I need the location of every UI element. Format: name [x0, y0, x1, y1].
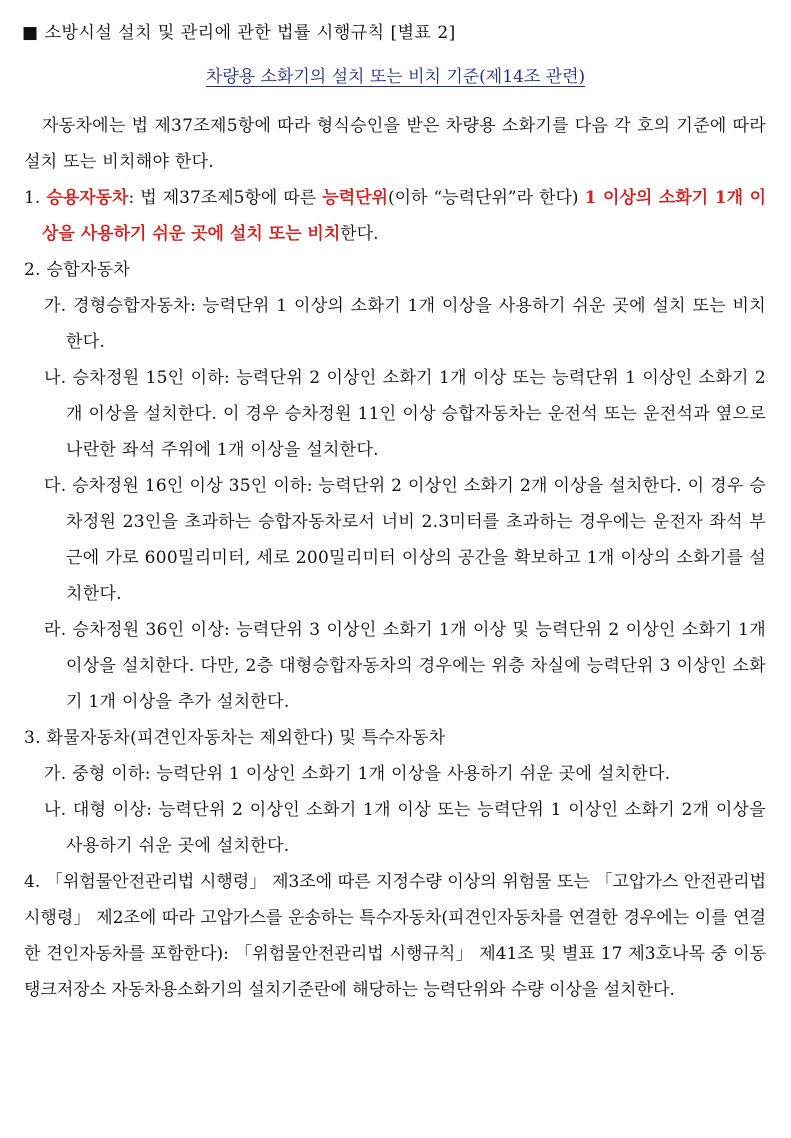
item-2-heading: 2. 승합자동차 — [24, 260, 131, 280]
item-2-na: 나. 승차정원 15인 이하: 능력단위 2 이상인 소화기 1개 이상 또는 능력단위 1 이상인 소화기 2개 이상을 설치한다. 이 경우 승차정원 11인 이상 승합자동차는 운전석 또는 운전석과 옆으로 나란한 좌석 주위에 1개 이상을 설치한다. — [44, 368, 766, 460]
intro-paragraph: 자동차에는 법 제37조제5항에 따라 형식승인을 받은 차량용 소화기를 다음 각 호의 기준에 따라 설치 또는 비치해야 한다. — [24, 116, 766, 172]
item-1-emphasis: 1 이상의 소화기 1개 이상을 사용하기 쉬운 곳에 설치 또는 비치 — [42, 188, 766, 244]
subtitle-text: 차량용 소화기의 설치 또는 비치 기준(제14조 관련) — [205, 67, 586, 87]
document-header — [22, 18, 456, 43]
document-subtitle — [0, 62, 791, 87]
item-2-da: 다. 승차정원 16인 이상 35인 이하: 능력단위 2 이상인 소화기 2개 이상을 설치한다. 이 경우 승차정원 23인을 초과하는 승합자동차로서 너비 2.3미터를 초과하는 경우에는 운전자 좌석 부근에 가로 600밀리미터, 세로 200밀리미터 이상의 공간을 확보하고 1개 이상의 소화기를 설치한다. — [44, 476, 766, 604]
item-4: 4. 「위험물안전관리법 시행령」 제3조에 따른 지정수량 이상의 위험물 또는 「고압가스 안전관리법 시행령」 제2조에 따라 고압가스를 운송하는 특수자동차(피견인자동차를 연결한 경우에는 이를 연결한 견인자동차를 포함한다): 「위험물안전관리법 시행규칙」 제41조 및 별표 17 제3호나목 중 이동탱크저장소 자동차용소화기의 설치기준란에 해당하는 능력단위와 수량 이상을 설치한다. — [24, 872, 766, 1000]
item-2-ga: 가. 경형승합자동차: 능력단위 1 이상의 소화기 1개 이상을 사용하기 쉬운 곳에 설치 또는 비치한다. — [44, 296, 766, 352]
item-3-heading: 3. 화물자동차(피견인자동차는 제외한다) 및 특수자동차 — [24, 728, 446, 748]
item-1-text-b: (이하 “능력단위”라 한다) — [387, 188, 585, 208]
item-1-text-c: 한다. — [340, 224, 379, 244]
document-body — [24, 108, 766, 1008]
item-1-number: 1. — [24, 188, 41, 208]
item-3-na: 나. 대형 이상: 능력단위 2 이상인 소화기 1개 이상 또는 능력단위 1 이상인 소화기 2개 이상을 사용하기 쉬운 곳에 설치한다. — [44, 800, 766, 856]
header-title: 소방시설 설치 및 관리에 관한 법률 시행규칙 [별표 2] — [44, 23, 456, 43]
item-1 — [24, 180, 766, 252]
item-1-term: 승용자동차 — [46, 188, 129, 208]
item-3-ga: 가. 중형 이하: 능력단위 1 이상인 소화기 1개 이상을 사용하기 쉬운 곳에 설치한다. — [44, 764, 671, 784]
square-bullet-icon: ■ — [22, 23, 39, 43]
item-1-text-a: : 법 제37조제5항에 따른 — [128, 188, 323, 208]
item-2-ra: 라. 승차정원 36인 이상: 능력단위 3 이상인 소화기 1개 이상 및 능력단위 2 이상인 소화기 1개 이상을 설치한다. 다만, 2층 대형승합자동차의 경우에는 위층 차실에 능력단위 3 이상인 소화기 1개 이상을 추가 설치한다. — [44, 620, 766, 712]
item-1-term-2: 능력단위 — [322, 188, 388, 208]
